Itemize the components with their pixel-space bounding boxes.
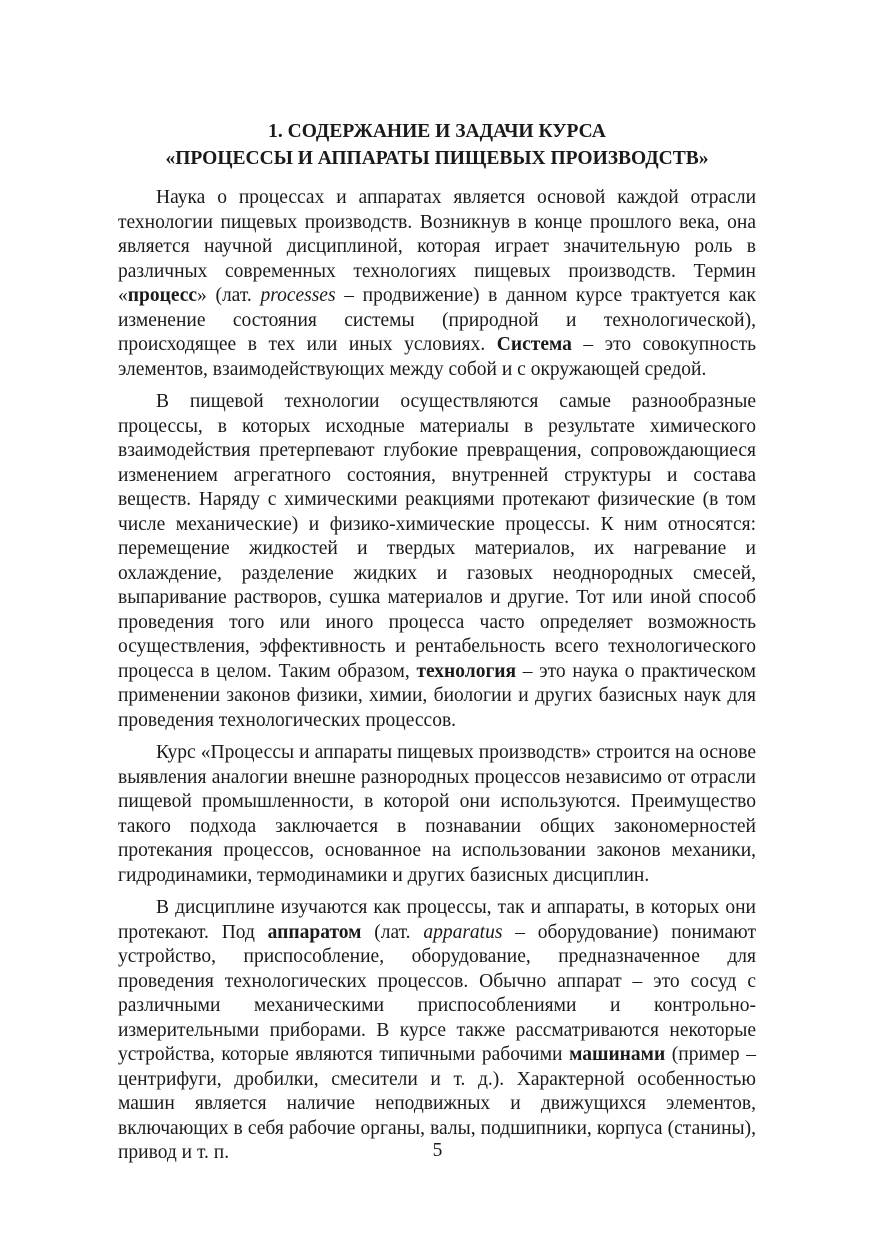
text: Наука о процессах и аппаратах является основой каждой отрасли технологии пищевых производств. Возникнув в конце прошлого века, она является научной дисциплиной, которая играет значительную роль в различных современных технологиях пищевых производств. Термин « bbox=[118, 187, 756, 306]
text: В пищевой технологии осуществляются самые разнообразные процессы, в которых исходные материалы в результате химического взаимодействия претерпевают глубокие превращения, сопровождающиеся изменением агрегатного состояния, внутренней структуры и состава веществ. Наряду с химическими реакциями протекают физические (в том числе механические) и физико-химические процессы. К ним относятся: перемещение жидкостей и твердых материалов, их нагревание и охлаждение, разделение жидких и газовых неоднородных смесей, выпаривание растворов, сушка материалов и другие. Тот или иной способ проведения того или иного процесса часто определяет возможность осуществления, эффективность и рентабельность всего технологического процесса в целом. Таким образом, bbox=[118, 391, 756, 682]
text: (лат. bbox=[361, 921, 424, 943]
text: Курс «Процессы и аппараты пищевых производств» строится на основе выявления аналогии внешне разнородных процессов независимо от отрасли пищевой промышленности, в которой они используются. Преимущество такого подхода заключается в познавании общих закономерностей протекания процессов, основанное на использовании законов механики, гидродинамики, термодинамики и других базисных дисциплин. bbox=[118, 742, 756, 886]
term-machines: машинами bbox=[569, 1044, 666, 1065]
text: В дисциплине изучаются как процессы, так и аппараты, в которых они протекают. Под bbox=[118, 897, 756, 943]
heading-line-2: «ПРОЦЕССЫ И АППАРАТЫ ПИЩЕВЫХ ПРОИЗВОДСТВ» bbox=[165, 148, 709, 169]
text: » (лат. bbox=[197, 285, 261, 306]
term-apparatus: аппаратом bbox=[267, 921, 362, 943]
term-system: Система bbox=[496, 334, 572, 355]
text: (пример – центрифуги, дробилки, смесители и т. д.). Характерной особенностью машин является наличие неподвижных и движущихся элементов, включающих в себя рабочие органы, валы, подшипники, корпуса (станины), привод и т. п. bbox=[118, 1044, 756, 1163]
latin-term: processes bbox=[260, 285, 336, 306]
text: – это наука о практическом применении законов физики, химии, биологии и других базисных наук для проведения технологических процессов. bbox=[118, 660, 756, 731]
paragraph-2 bbox=[118, 390, 756, 733]
page-number: 5 bbox=[432, 1140, 443, 1161]
heading-line-1: 1. СОДЕРЖАНИЕ И ЗАДАЧИ КУРСА bbox=[268, 121, 606, 142]
text: – оборудование) понимают устройство, приспособление, оборудование, предназначенное для проведения технологических процессов. Обычно аппарат – это сосуд с различными механическими приспособлениями и контрольно-измерительными приборами. В курсе также рассматриваются некоторые устройства, которые являются типичными рабочими bbox=[118, 921, 756, 1065]
text: – продвижение) в данном курсе трактуется как изменение состояния системы (природной и технологической), происходящее в тех или иных условиях. bbox=[118, 285, 756, 355]
paragraph-1 bbox=[118, 186, 756, 382]
text: – это совокупность элементов, взаимодействующих между собой и с окружающей средой. bbox=[118, 334, 756, 380]
page-content bbox=[118, 118, 756, 1174]
latin-term: apparatus bbox=[423, 921, 503, 943]
term-technology: технология bbox=[416, 660, 517, 682]
section-heading bbox=[118, 118, 756, 172]
paragraph-3 bbox=[118, 741, 756, 888]
paragraph-4 bbox=[118, 896, 756, 1166]
term-process: процесс bbox=[127, 285, 198, 306]
